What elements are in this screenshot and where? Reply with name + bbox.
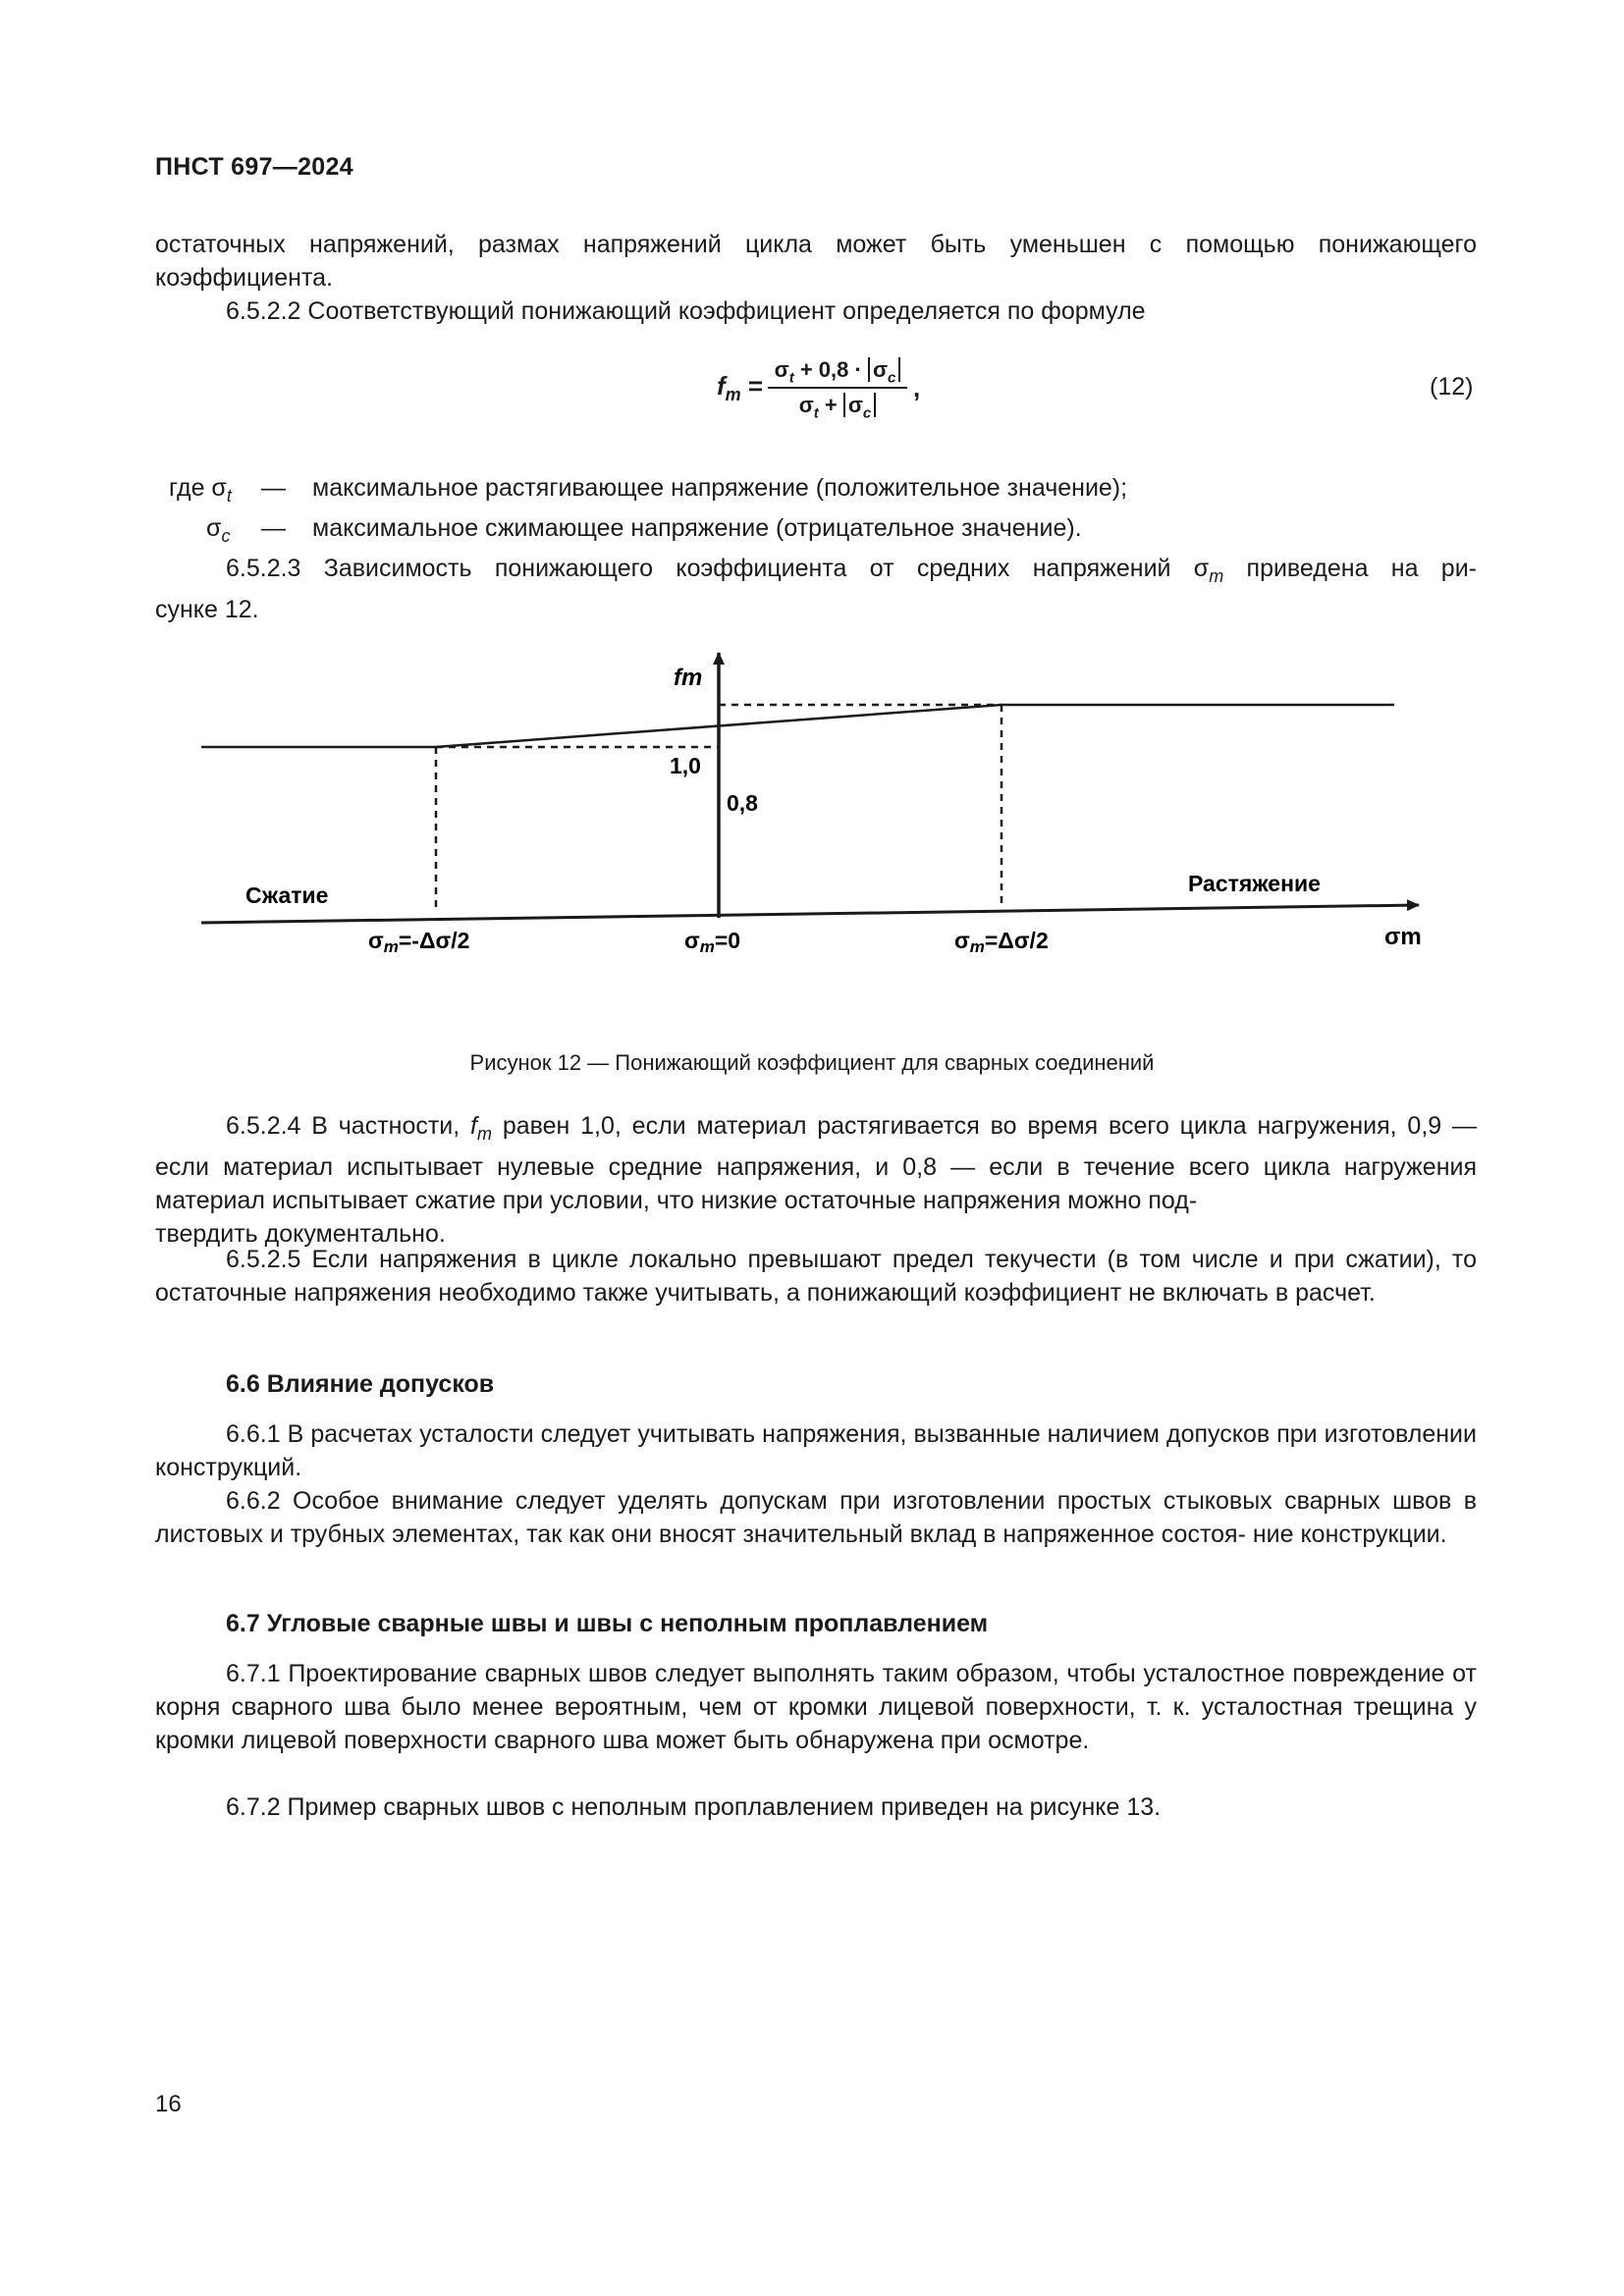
x-tick-zero: σm=0 xyxy=(684,928,741,956)
section-heading-6-7: 6.7 Угловые сварные швы и швы с неполным проплавлением xyxy=(226,1610,989,1637)
y-tick-1-0: 1,0 xyxy=(670,753,701,778)
where-sigma-t-text: максимальное растягивающее напряжение (положительное значение); xyxy=(312,474,1128,502)
document-id: ПНСТ 697—2024 xyxy=(155,153,353,181)
paragraph-6-6-2: 6.6.2 Особое внимание следует уделять допускам при изготовлении простых стыковых сварных швов в листовых и трубных элементах, так как они вносят значительный вклад в напряженное состоя- ние конструкции. xyxy=(155,1487,1477,1548)
section-heading-6-6: 6.6 Влияние допусков xyxy=(226,1370,495,1398)
x-axis xyxy=(201,905,1419,923)
where-sigma-c-symbol: $\sigma_c$ xyxy=(206,514,231,546)
fm-series-line xyxy=(201,705,1394,747)
x-tick-neg: σm=-Δσ/2 xyxy=(368,928,470,956)
formula-numerator: $\sigma_t + 0,8 \cdot \sigma_c$ xyxy=(764,353,911,387)
paragraph-6-5-2-4: 6.5.2.4 В частности, $f_m$ равен 1,0, если материал растягивается во время всего цикла нагружения, 0,9 — если материал испытывает нулевые средние напряжения, и 0,8 — если в течение всего цикла нагружения материал испытывает сжатие при условии, что низкие остаточные напряжения можно под- твердить документально. xyxy=(155,1112,1477,1248)
where-sigma-t-symbol: где $\sigma_t$ xyxy=(169,474,232,506)
paragraph-residual-stress: остаточных напряжений, размах напряжений цикла может быть уменьшен с помощью понижающего коэффициента. xyxy=(155,231,1477,292)
annotation-tension: Растяжение xyxy=(1188,871,1321,896)
formula-12: $f_m$ = $\sigma_t + 0,8 \cdot \sigma_c$ $\sigma_t + \sigma_c$ , xyxy=(717,353,933,442)
paragraph-6-7-1: 6.7.1 Проектирование сварных швов следует выполнять таким образом, чтобы усталостное повреждение от корня сварного шва было менее вероятным, чем от кромки лицевой поверхности, т. к. усталостная трещина у кромки лицевой поверхности сварного шва может быть обнаружена при осмотре. xyxy=(155,1660,1477,1754)
formula-fraction xyxy=(764,353,911,422)
paragraph-6-5-2-5: 6.5.2.5 Если напряжения в цикле локально превышают предел текучести (в том числе и при сжатии), то остаточные напряжения необходимо также учитывать, а понижающий коэффициент не включать в расчет. xyxy=(155,1246,1477,1307)
annotation-compression: Сжатие xyxy=(245,882,329,908)
paragraph-6-6-1: 6.6.1 В расчетах усталости следует учитывать напряжения, вызванные наличием допусков при изготовлении конструкций. xyxy=(155,1420,1477,1481)
y-tick-0-8: 0,8 xyxy=(727,790,758,816)
figure-12-chart xyxy=(0,628,1624,962)
x-axis-label: σm xyxy=(1384,924,1422,950)
x-tick-pos: σm=Δσ/2 xyxy=(954,928,1049,956)
formula-denominator: $\sigma_t + \sigma_c$ xyxy=(764,389,911,422)
where-dash-c: — xyxy=(261,514,286,542)
y-axis-label: fm xyxy=(674,665,703,691)
page-number: 16 xyxy=(155,2091,182,2117)
paragraph-6-7-2: 6.7.2 Пример сварных швов с неполным проплавлением приведен на рисунке 13. xyxy=(226,1793,1162,1821)
equation-number: (12) xyxy=(1430,373,1474,400)
figure-12-caption: Рисунок 12 — Понижающий коэффициент для сварных соединений xyxy=(469,1050,1155,1075)
paragraph-6-5-2-2: 6.5.2.2 Соответствующий понижающий коэффициент определяется по формуле xyxy=(226,297,1146,325)
paragraph-6-5-2-3: 6.5.2.3 Зависимость понижающего коэффициента от средних напряжений $\sigma_m$ приведена на ри- сунке 12. xyxy=(155,555,1477,623)
where-sigma-c-text: максимальное сжимающее напряжение (отрицательное значение). xyxy=(312,514,1082,542)
where-dash-t: — xyxy=(261,474,286,502)
